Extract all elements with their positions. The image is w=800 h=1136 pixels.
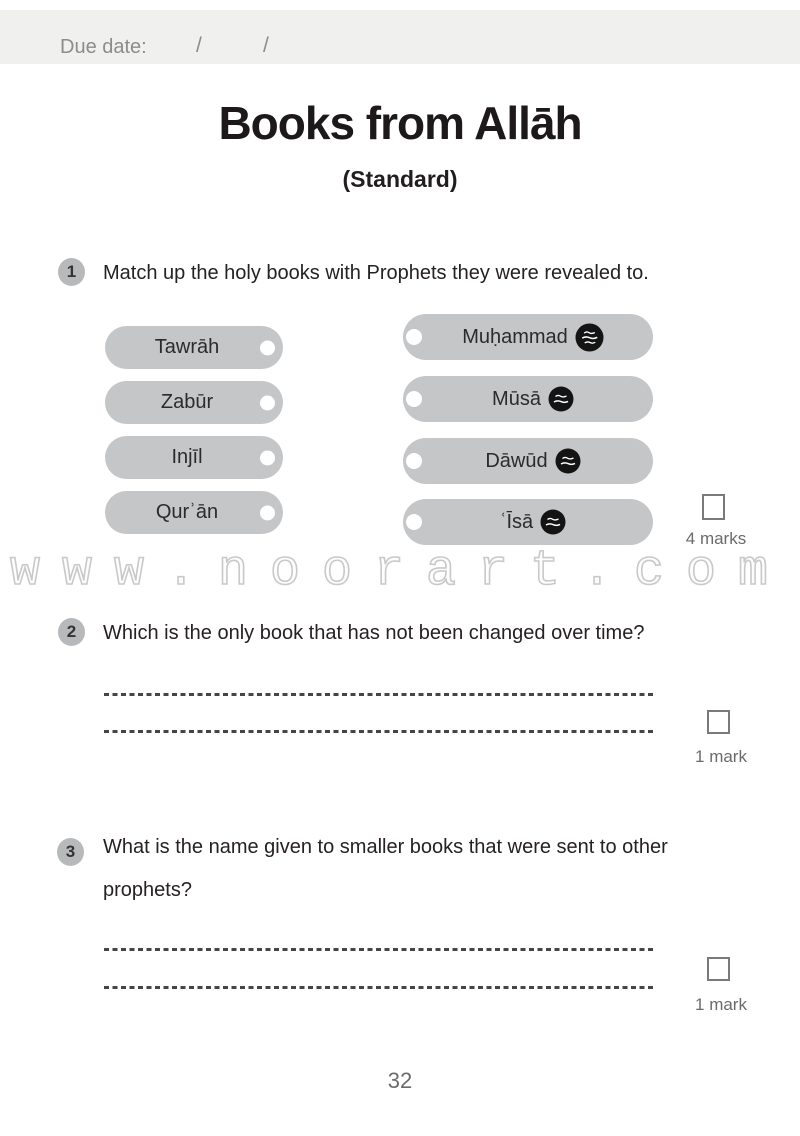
watermark: www.noorart.com — [9, 543, 791, 600]
question-3-text-line-2: prophets? — [103, 879, 192, 901]
prophet-pill-label: ʿĪsā — [499, 510, 534, 533]
due-date-label: Due date: — [60, 36, 147, 58]
prophet-pill-musa[interactable] — [403, 376, 653, 422]
q3-marks-checkbox[interactable] — [707, 957, 730, 981]
sallallahu-alayhi-wasallam-seal-icon — [575, 323, 604, 352]
book-pill-label: Tawrāh — [154, 336, 220, 358]
page-number: 32 — [387, 1068, 413, 1093]
question-1-number: 1 — [58, 258, 85, 286]
q2-answer-line-1[interactable] — [104, 693, 653, 696]
question-2-number: 2 — [58, 618, 85, 646]
book-pill-injil[interactable] — [105, 436, 283, 479]
q3-answer-line-2[interactable] — [104, 986, 653, 989]
book-pill-label: Qurʾān — [155, 501, 219, 523]
q2-answer-line-2[interactable] — [104, 730, 653, 733]
prophet-pill-muhammad[interactable] — [403, 314, 653, 360]
q2-marks-checkbox[interactable] — [707, 710, 730, 734]
q2-marks-label: 1 mark — [695, 747, 747, 766]
page-title: Books from Allāh — [218, 97, 582, 149]
book-pill-label: Zabūr — [160, 391, 214, 413]
question-1-text: Match up the holy books with Prophets they were revealed to. — [103, 262, 649, 284]
pill-hole-icon — [260, 450, 275, 465]
alayhis-salam-seal-icon — [555, 448, 581, 474]
pill-hole-icon — [406, 453, 422, 469]
question-3-text-line-1: What is the name given to smaller books that were sent to other — [103, 836, 668, 858]
alayhis-salam-seal-icon — [540, 509, 566, 535]
pill-hole-icon — [260, 340, 275, 355]
prophet-pill-label: Muḥammad — [462, 325, 568, 348]
alayhis-salam-seal-icon — [548, 386, 574, 412]
pill-hole-icon — [406, 391, 422, 407]
pill-hole-icon — [406, 514, 422, 530]
question-2-text: Which is the only book that has not been changed over time? — [103, 622, 645, 644]
question-3-number: 3 — [57, 838, 84, 866]
prophet-pill-isa[interactable] — [403, 499, 653, 545]
q1-marks-checkbox[interactable] — [702, 494, 725, 520]
book-pill-label: Injīl — [171, 446, 203, 468]
due-date-slash-1: / — [196, 34, 202, 57]
book-pill-tawrah[interactable] — [105, 326, 283, 369]
book-pill-quran[interactable] — [105, 491, 283, 534]
q3-marks-label: 1 mark — [695, 995, 747, 1014]
due-date-slash-2: / — [263, 34, 269, 57]
due-date-band — [0, 10, 800, 64]
page-subtitle: (Standard) — [342, 166, 458, 192]
pill-hole-icon — [406, 329, 422, 345]
book-pill-zabur[interactable] — [105, 381, 283, 424]
pill-hole-icon — [260, 395, 275, 410]
prophet-pill-label: Mūsā — [492, 387, 541, 410]
q1-marks-label: 4 marks — [685, 529, 747, 548]
prophet-pill-dawud[interactable] — [403, 438, 653, 484]
pill-hole-icon — [260, 505, 275, 520]
q3-answer-line-1[interactable] — [104, 948, 653, 951]
prophet-pill-label: Dāwūd — [485, 449, 548, 472]
